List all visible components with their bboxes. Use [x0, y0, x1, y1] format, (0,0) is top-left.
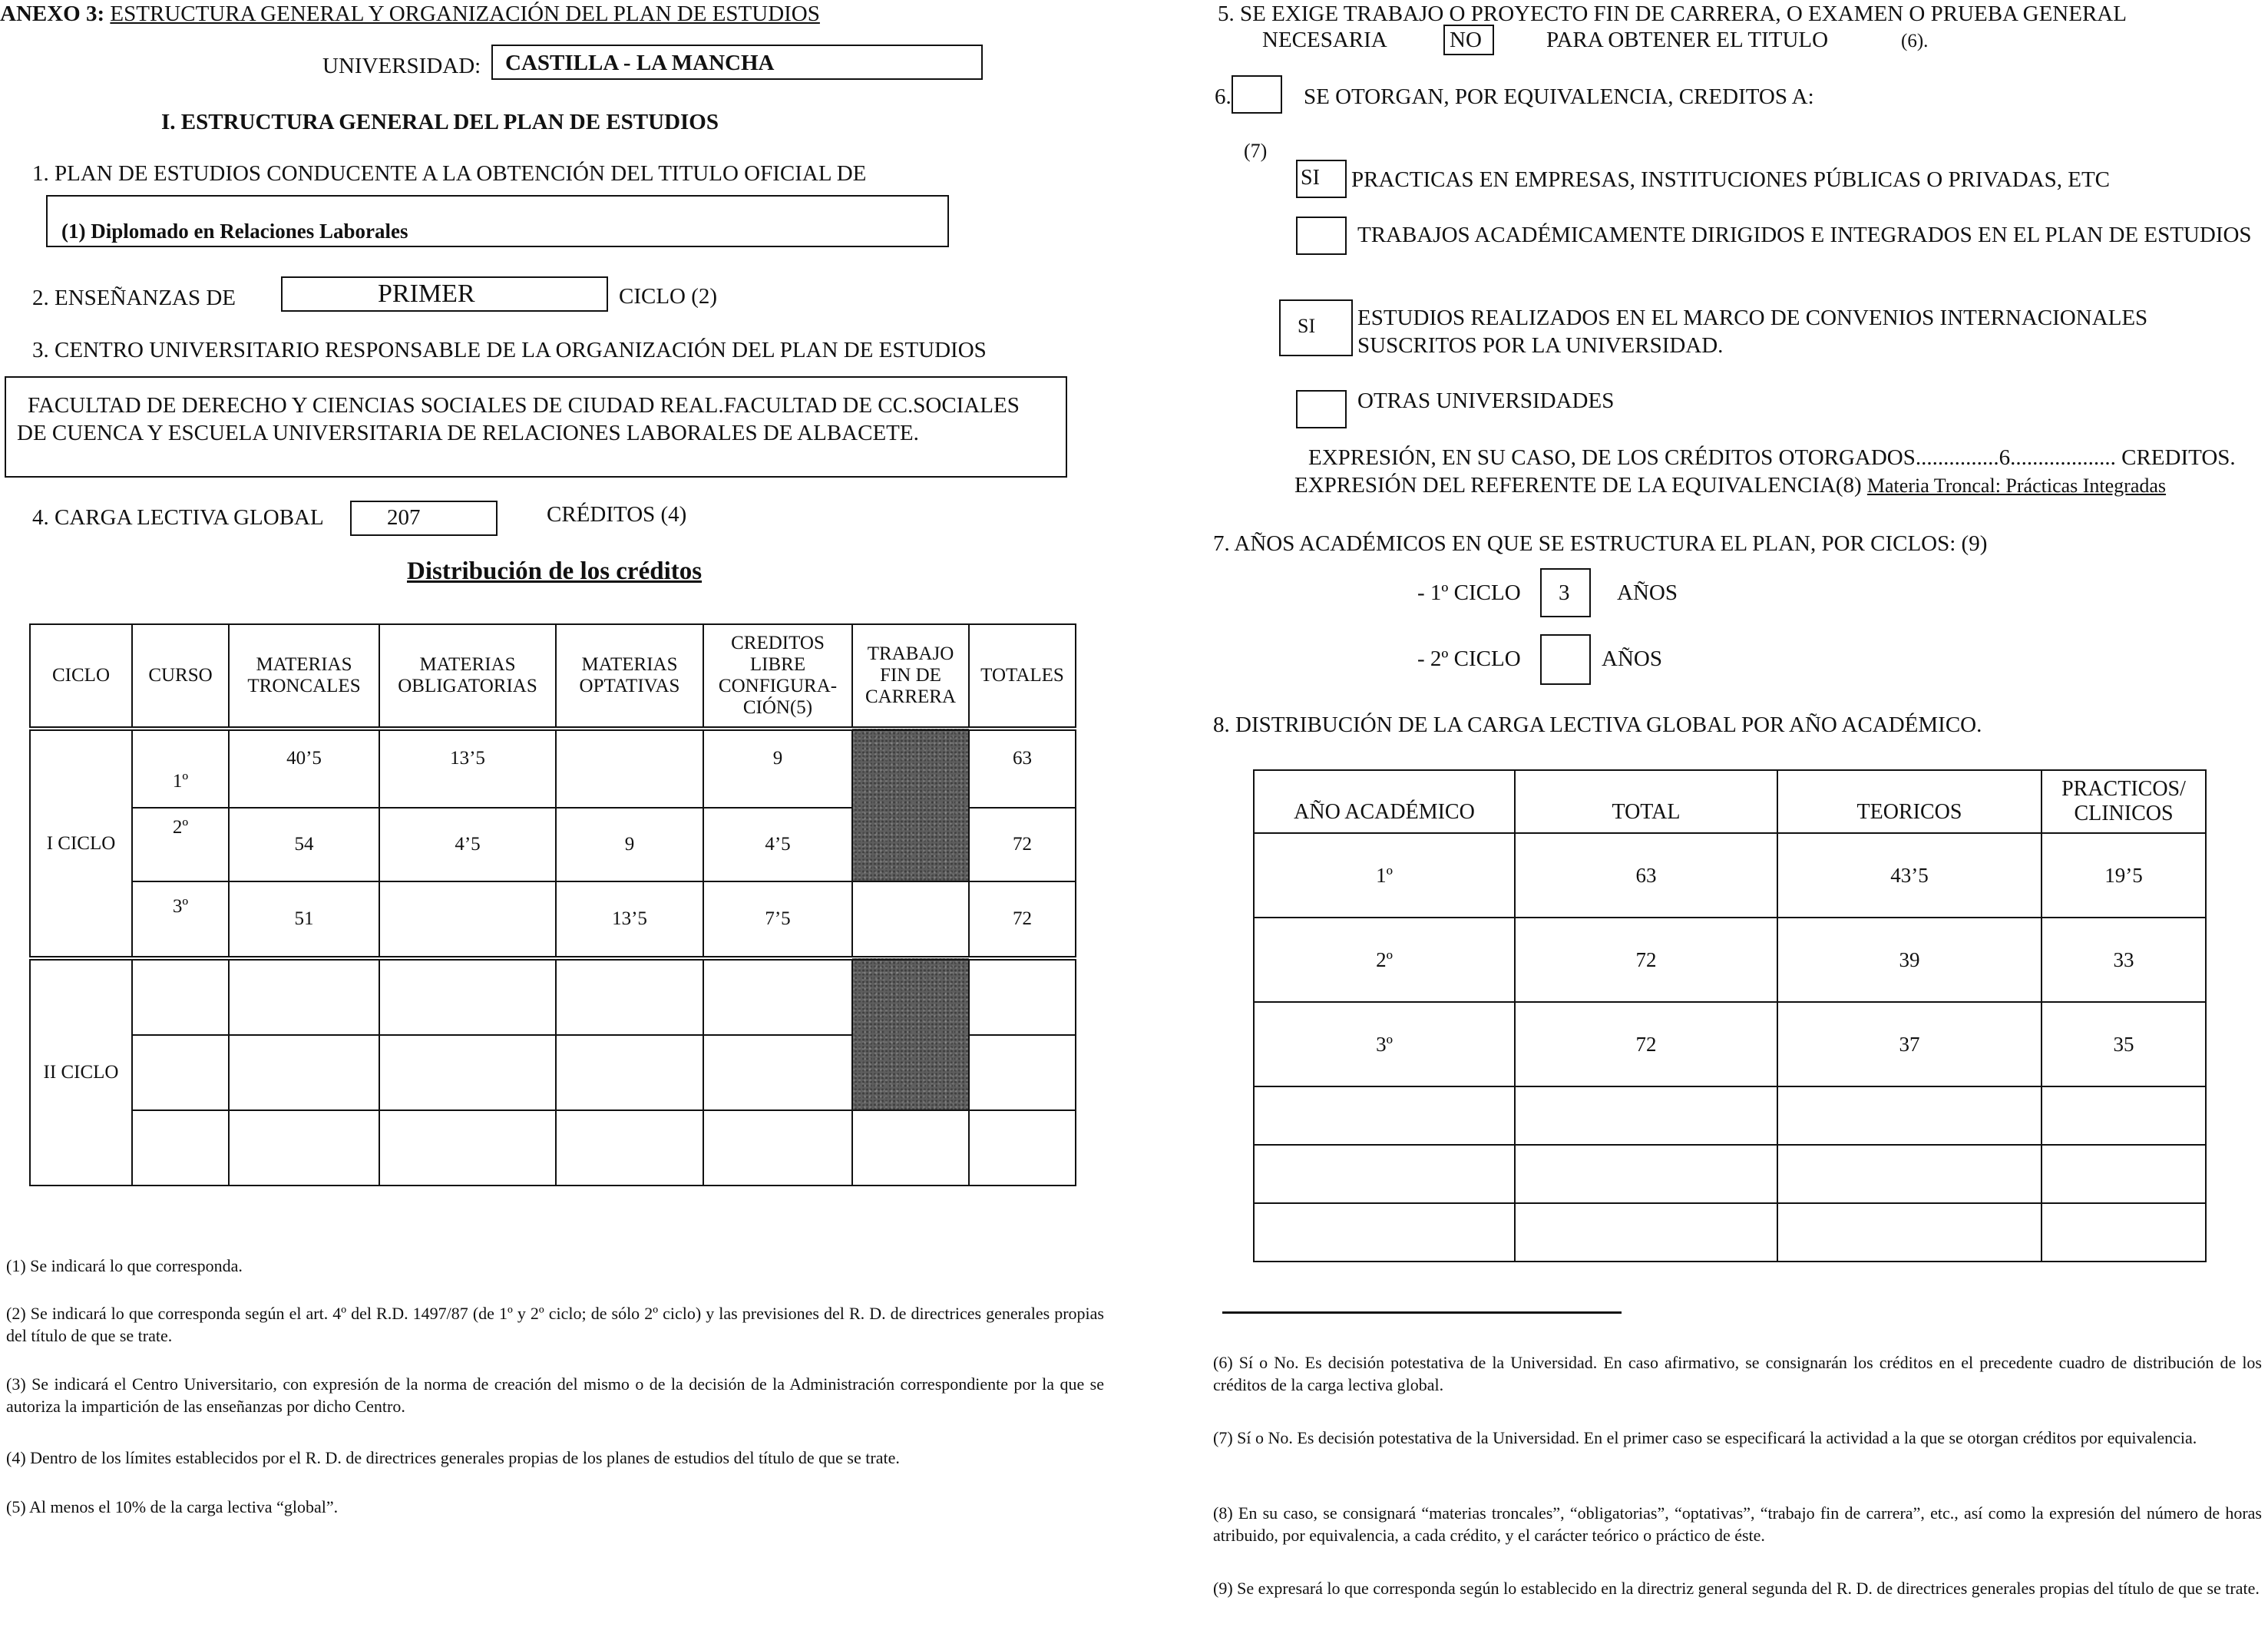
troncales-cell: 51 [229, 881, 379, 958]
degree-value: (1) Diplomado en Relaciones Laborales [61, 220, 408, 243]
distribution-title: Distribución de los créditos [407, 557, 703, 585]
header-optativas: MATERIAS OPTATIVAS [556, 624, 703, 729]
center-value-line2: DE CUENCA Y ESCUELA UNIVERSITARIA DE RELACIONES LABORALES DE ALBACETE. [17, 421, 919, 445]
optativas-cell: 9 [556, 808, 703, 881]
footnote-9: (9) Se expresará lo que corresponda según lo establecido en la directriz general segunda del R. D. de directrices generales propias del título de que se trate. [1213, 1579, 2260, 1598]
header-total: TOTAL [1515, 770, 1777, 833]
option3-label: ESTUDIOS REALIZADOS EN EL MARCO DE CONVENIOS INTERNACIONALES [1357, 306, 2148, 330]
table-row [1254, 1203, 2206, 1262]
teoricos-cell: 39 [1777, 918, 2042, 1002]
table-row [30, 881, 1076, 958]
item7-label: 7. AÑOS ACADÉMICOS EN QUE SE ESTRUCTURA EL PLAN, POR CICLOS: (9) [1213, 531, 1988, 556]
header-practicos: PRACTICOS/ CLINICOS [2042, 770, 2206, 833]
table-row [1254, 918, 2206, 1002]
cycle1-label: - 1º CICLO [1417, 580, 1521, 605]
cycle1-anos: AÑOS [1617, 580, 1678, 605]
table-row [1254, 1145, 2206, 1203]
option3-label2: SUSCRITOS POR LA UNIVERSIDAD. [1357, 333, 1724, 358]
item5-value: NO [1450, 28, 1482, 52]
header-obligatorias: MATERIAS OBLIGATORIAS [379, 624, 556, 729]
header-trabajo: TRABAJO FIN DE CARRERA [852, 624, 969, 729]
libre-cell: 4’5 [703, 808, 852, 881]
table-row [30, 1110, 1076, 1186]
cycle-field [281, 276, 608, 312]
troncales-cell: 40’5 [229, 729, 379, 808]
center-field [5, 376, 1067, 478]
option3-value: SI [1298, 315, 1316, 337]
cycle-value: PRIMER [378, 279, 475, 308]
item2-label: 2. ENSEÑANZAS DE [32, 286, 236, 310]
header-curso: CURSO [132, 624, 229, 729]
total-cell: 72 [1515, 1002, 1777, 1086]
year-cell: 3º [1254, 1002, 1515, 1086]
curso-cell: 1º [132, 729, 229, 808]
header-troncales: MATERIAS TRONCALES [229, 624, 379, 729]
cycle1-field [1540, 568, 1591, 617]
item6-number: 6. [1215, 84, 1232, 109]
table-row [1254, 1086, 2206, 1145]
expresion-creditos: EXPRESIÓN, EN SU CASO, DE LOS CRÉDITOS OTORGADOS...............6................... CREDITOS. [1308, 445, 2236, 470]
item1-label: 1. PLAN DE ESTUDIOS CONDUCENTE A LA OBTENCIÓN DEL TITULO OFICIAL DE [32, 161, 867, 186]
item5-necesaria: NECESARIA [1262, 28, 1387, 52]
option1-value: SI [1301, 166, 1320, 190]
expresion-referente-label: EXPRESIÓN DEL REFERENTE DE LA EQUIVALENCIA(8) [1294, 473, 1862, 498]
curso-cell: 2º [132, 808, 229, 881]
trabajo-shaded-cell [852, 729, 969, 881]
troncales-cell: 54 [229, 808, 379, 881]
university-label: UNIVERSIDAD: [322, 54, 481, 78]
item5-field [1443, 25, 1494, 55]
cycle2-cell: II CICLO [30, 958, 132, 1186]
item4-label: 4. CARGA LECTIVA GLOBAL [32, 505, 324, 530]
trabajo-shaded-cell [852, 958, 969, 1110]
item6-note: (7) [1244, 140, 1268, 162]
footnote-8: (8) En su caso, se consignará “materias troncales”, “obligatorias”, “optativas”, “trabajo fin de carrera”, etc., así como la expresión del número de horas atribuido, por equivalencia, a cada crédito, y el carácter teórico o práctico de éste. [1213, 1503, 2262, 1545]
university-value: CASTILLA - LA MANCHA [505, 51, 775, 75]
table-row [30, 729, 1076, 808]
option3-checkbox [1279, 299, 1353, 356]
option1-label: PRACTICAS EN EMPRESAS, INSTITUCIONES PÚBLICAS O PRIVADAS, ETC [1351, 167, 2111, 192]
header-totales: TOTALES [969, 624, 1076, 729]
obligatorias-cell: 4’5 [379, 808, 556, 881]
teoricos-cell: 43’5 [1777, 833, 2042, 918]
footnote-7: (7) Sí o No. Es decisión potestativa de la Universidad. En el primer caso se especificará la actividad a la que se otorgan créditos por equivalencia. [1213, 1428, 2197, 1447]
item6-field [1232, 75, 1282, 114]
item8-label: 8. DISTRIBUCIÓN DE LA CARGA LECTIVA GLOBAL POR AÑO ACADÉMICO. [1213, 713, 1982, 737]
cycle2-anos: AÑOS [1602, 647, 1662, 671]
item2-suffix: CICLO (2) [619, 284, 718, 309]
cycle2-label: - 2º CICLO [1417, 647, 1521, 671]
annex-heading [0, 2, 820, 27]
annex-title: ESTRUCTURA GENERAL Y ORGANIZACIÓN DEL PLAN DE ESTUDIOS [110, 2, 820, 26]
item5-note: (6). [1901, 31, 1929, 51]
year-table [1253, 769, 2207, 1262]
option2-checkbox [1296, 217, 1347, 255]
footnote-3: (3) Se indicará el Centro Universitario, con expresión de la norma de creación del mismo o de la decisión de la Administración correspondiente por la que se autoriza la impartición de las enseñanzas por dicho Centro. [6, 1374, 1104, 1416]
item5-suffix: PARA OBTENER EL TITULO [1546, 28, 1829, 52]
degree-field [46, 195, 949, 247]
cycle1-value: 3 [1559, 580, 1570, 605]
table-row [30, 958, 1076, 1035]
practicos-cell: 19’5 [2042, 833, 2206, 918]
libre-cell: 9 [703, 729, 852, 808]
optativas-cell: 13’5 [556, 881, 703, 958]
section-title: I. ESTRUCTURA GENERAL DEL PLAN DE ESTUDIOS [161, 110, 719, 134]
cycle1-cell: I CICLO [30, 729, 132, 958]
year-cell: 1º [1254, 833, 1515, 918]
header-libre: CREDITOS LIBRE CONFIGURA- CIÓN(5) [703, 624, 852, 729]
trabajo-cell [852, 881, 969, 958]
footnote-6: (6) Sí o No. Es decisión potestativa de la Universidad. En caso afirmativo, se consignarán los créditos en el precedente cuadro de distribución de los créditos de la carga lectiva global. [1213, 1353, 2262, 1394]
practicos-cell: 35 [2042, 1002, 2206, 1086]
obligatorias-cell: 13’5 [379, 729, 556, 808]
curso-cell: 3º [132, 881, 229, 958]
item4-suffix: CRÉDITOS (4) [547, 502, 687, 527]
credits-value: 207 [387, 505, 421, 530]
practicos-cell: 33 [2042, 918, 2206, 1002]
university-field [491, 45, 983, 80]
year-cell: 2º [1254, 918, 1515, 1002]
expresion-referente [1294, 473, 2166, 498]
credits-header-row [30, 624, 1076, 729]
optativas-cell [556, 729, 703, 808]
teoricos-cell: 37 [1777, 1002, 2042, 1086]
total-cell: 72 [1515, 918, 1777, 1002]
annex-label: ANEXO 3: [0, 2, 105, 26]
option2-label: TRABAJOS ACADÉMICAMENTE DIRIGIDOS E INTEGRADOS EN EL PLAN DE ESTUDIOS [1357, 223, 2252, 247]
footnote-1: (1) Se indicará lo que corresponda. [6, 1256, 243, 1275]
totales-cell: 63 [969, 729, 1076, 808]
totales-cell: 72 [969, 881, 1076, 958]
obligatorias-cell [379, 881, 556, 958]
option1-checkbox [1296, 160, 1347, 198]
header-ciclo: CICLO [30, 624, 132, 729]
footnote-5: (5) Al menos el 10% de la carga lectiva “global”. [6, 1497, 339, 1516]
item5-line1: 5. SE EXIGE TRABAJO O PROYECTO FIN DE CARRERA, O EXAMEN O PRUEBA GENERAL [1218, 2, 2127, 26]
item3-label: 3. CENTRO UNIVERSITARIO RESPONSABLE DE LA ORGANIZACIÓN DEL PLAN DE ESTUDIOS [32, 338, 987, 362]
credits-table [29, 623, 1076, 1186]
center-value-line1: FACULTAD DE DERECHO Y CIENCIAS SOCIALES DE CIUDAD REAL.FACULTAD DE CC.SOCIALES [28, 393, 1020, 418]
cycle2-field [1540, 634, 1591, 685]
year-header-row [1254, 770, 2206, 833]
credits-field [350, 501, 498, 536]
header-teoricos: TEORICOS [1777, 770, 2042, 833]
footnote-divider [1222, 1311, 1622, 1314]
option4-checkbox [1296, 390, 1347, 428]
expresion-referente-value: Materia Troncal: Prácticas Integradas [1866, 475, 2167, 497]
total-cell: 63 [1515, 833, 1777, 918]
item6-label: SE OTORGAN, POR EQUIVALENCIA, CREDITOS A: [1304, 84, 1814, 109]
table-row [1254, 833, 2206, 918]
totales-cell: 72 [969, 808, 1076, 881]
header-ano: AÑO ACADÉMICO [1254, 770, 1515, 833]
table-row [1254, 1002, 2206, 1086]
footnote-4: (4) Dentro de los límites establecidos por el R. D. de directrices generales propias de los planes de estudios del título de que se trate. [6, 1448, 900, 1467]
libre-cell: 7’5 [703, 881, 852, 958]
option4-label: OTRAS UNIVERSIDADES [1357, 389, 1615, 413]
footnote-2: (2) Se indicará lo que corresponda según el art. 4º del R.D. 1497/87 (de 1º y 2º ciclo; de sólo 2º ciclo) y las previsiones del R. D. de directrices generales propias del título de que se trate. [6, 1304, 1104, 1345]
